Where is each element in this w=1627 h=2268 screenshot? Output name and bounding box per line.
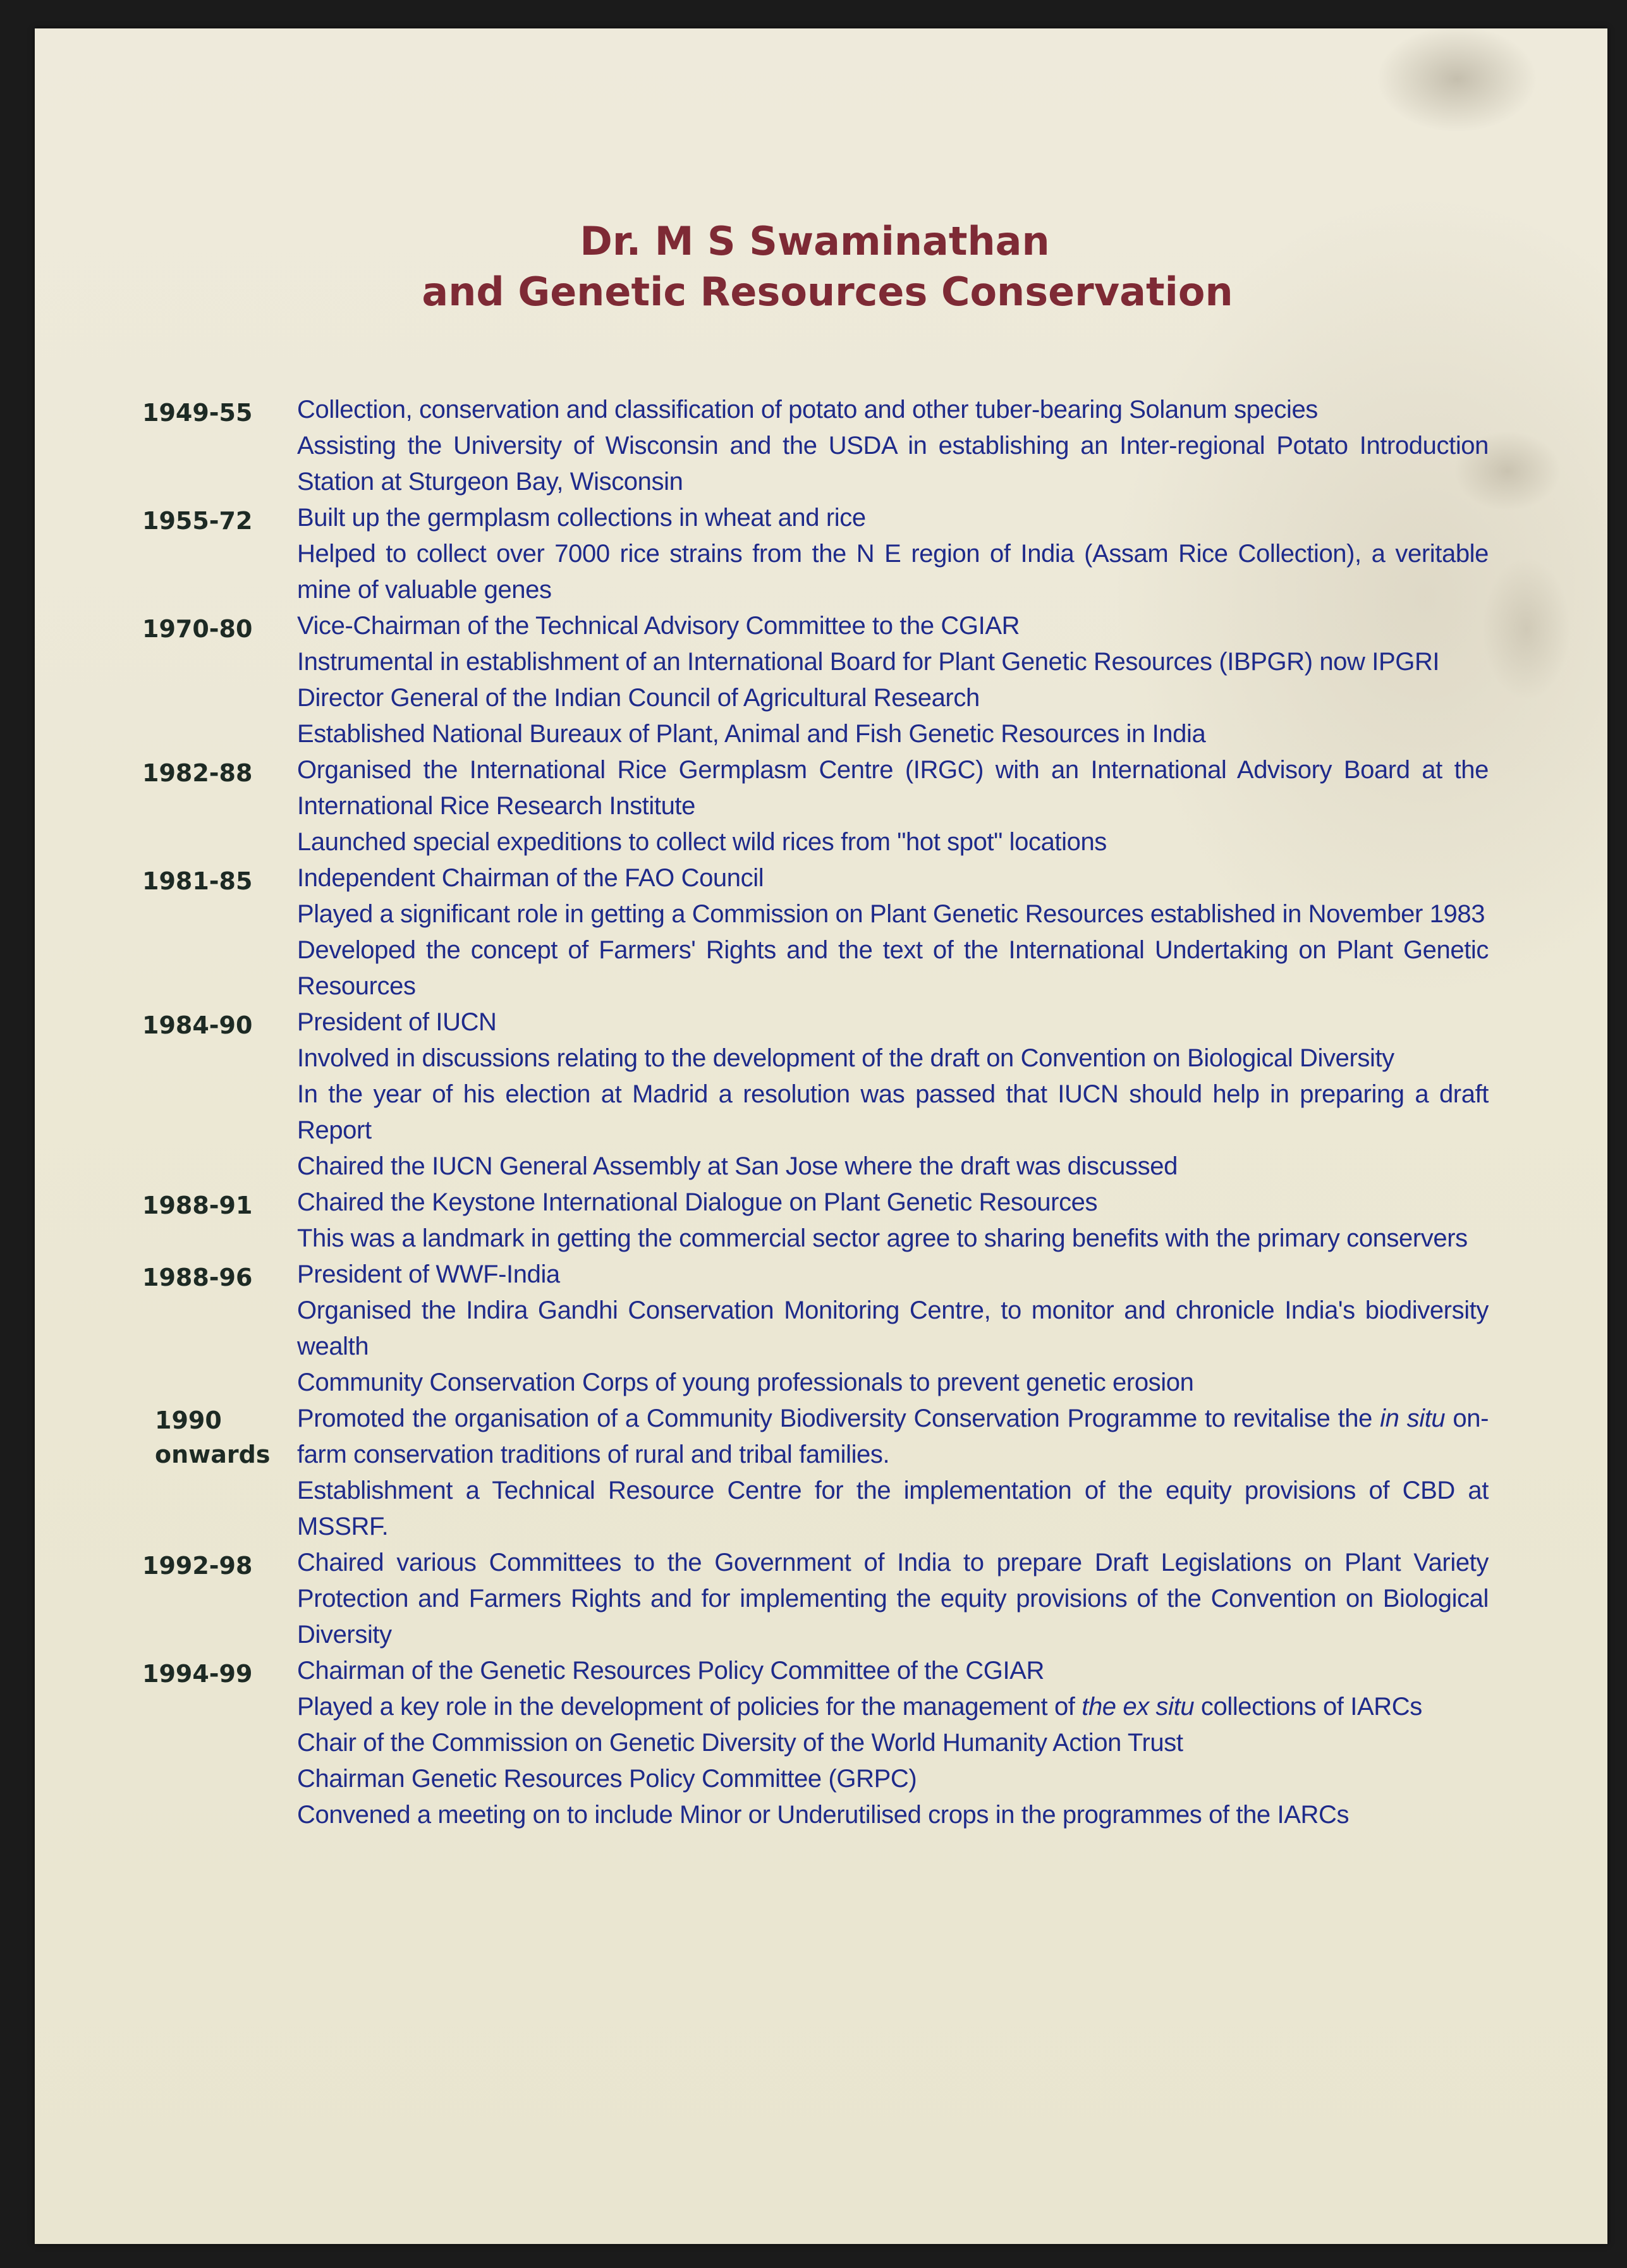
entry-items [297, 1401, 1489, 1545]
entry-items [297, 860, 1489, 1004]
entry-item: Chaired the Keystone International Dialogue on Plant Genetic Resources [297, 1188, 1098, 1216]
entry-item-text: Promoted the organisation of a Community Biodiversity Conservation Programme to revitalise the [297, 1405, 1380, 1432]
entry-items [297, 500, 1489, 608]
timeline-entry-1988-91 [142, 1185, 1489, 1257]
entry-year [142, 1401, 297, 1472]
document-sheet [35, 28, 1607, 2244]
entry-items [297, 1185, 1489, 1257]
entry-item: Involved in discussions relating to the development of the draft on Convention on Biological Diversity [297, 1044, 1394, 1072]
entry-item: Community Conservation Corps of young professionals to prevent genetic erosion [297, 1369, 1194, 1396]
entry-item: This was a landmark in getting the commercial sector agree to sharing benefits with the primary conservers [297, 1224, 1468, 1252]
entry-year: 1988-96 [142, 1264, 253, 1291]
entry-item: Organised the Indira Gandhi Conservation Monitoring Centre, to monitor and chronicle India's biodiversity wealth [297, 1296, 1489, 1360]
timeline-entry-1990-onwards [142, 1401, 1489, 1545]
entry-item-text: on-farm conservation traditions of rural and tribal families. [297, 1405, 1489, 1468]
entry-item: Developed the concept of Farmers' Rights and the text of the International Undertaking on Plant Genetic Resources [297, 936, 1489, 1000]
entry-item-text: Played a key role in the development of policies for the management of [297, 1693, 1082, 1721]
timeline-entry-1981-85 [142, 860, 1489, 1004]
entry-item: Built up the germplasm collections in wheat and rice [297, 504, 866, 532]
entry-item: Chairman of the Genetic Resources Policy Committee of the CGIAR [297, 1657, 1044, 1685]
entry-item [297, 1401, 1489, 1473]
document-subtitle: and Genetic Resources Conservation [422, 269, 1233, 315]
entry-item: Played a significant role in getting a Commission on Plant Genetic Resources established in November 1983 [297, 900, 1485, 928]
entry-year: 1981-85 [142, 867, 253, 895]
entry-year: 1984-90 [142, 1011, 253, 1039]
entry-year-line1: 1990 [155, 1406, 222, 1434]
entry-item: Chairman Genetic Resources Policy Committee (GRPC) [297, 1765, 917, 1793]
entry-year: 1982-88 [142, 759, 253, 787]
entry-item: Launched special expeditions to collect wild rices from "hot spot" locations [297, 828, 1107, 856]
entry-item: Vice-Chairman of the Technical Advisory Committee to the CGIAR [297, 612, 1020, 640]
entry-items [297, 1257, 1489, 1401]
entry-item: Organised the International Rice Germplasm Centre (IRGC) with an International Advisory Board at the International Rice Research Institute [297, 756, 1489, 820]
entry-items [297, 1653, 1489, 1833]
entry-year-line2: onwards [155, 1441, 271, 1468]
timeline [142, 392, 1489, 1833]
entry-year: 1992-98 [142, 1552, 253, 1580]
entry-item: Established National Bureaux of Plant, Animal and Fish Genetic Resources in India [297, 720, 1206, 748]
entry-items [297, 392, 1489, 500]
timeline-entry-1955-72 [142, 500, 1489, 608]
entry-year: 1970-80 [142, 615, 253, 643]
entry-items [297, 608, 1489, 752]
entry-items [297, 752, 1489, 860]
entry-year: 1949-55 [142, 399, 253, 427]
entry-item: Director General of the Indian Council of Agricultural Research [297, 684, 980, 712]
entry-item: Independent Chairman of the FAO Council [297, 864, 764, 892]
entry-item: Chaired various Committees to the Government of India to prepare Draft Legislations on Plant Variety Protection and Farmers Rights and for implementing the equity provisions of the Convention on Biological Diversity [297, 1549, 1489, 1649]
entry-item: Instrumental in establishment of an International Board for Plant Genetic Resources (IBPGR) now IPGRI [297, 648, 1440, 676]
entry-items [297, 1545, 1489, 1653]
entry-item: Convened a meeting on to include Minor or Underutilised crops in the programmes of the IARCs [297, 1801, 1350, 1829]
entry-item: President of IUCN [297, 1008, 497, 1036]
entry-item: In the year of his election at Madrid a resolution was passed that IUCN should help in preparing a draft Report [297, 1080, 1489, 1144]
timeline-entry-1982-88 [142, 752, 1489, 860]
document-title: Dr. M S Swaminathan [580, 218, 1050, 264]
entry-item: Collection, conservation and classification of potato and other tuber-bearing Solanum species [297, 396, 1318, 424]
entry-item: Helped to collect over 7000 rice strains from the N E region of India (Assam Rice Collection), a veritable mine of valuable genes [297, 540, 1489, 604]
entry-item: Chair of the Commission on Genetic Diversity of the World Humanity Action Trust [297, 1729, 1183, 1757]
timeline-entry-1984-90 [142, 1004, 1489, 1185]
timeline-entry-1988-96 [142, 1257, 1489, 1401]
entry-item: Chaired the IUCN General Assembly at San Jose where the draft was discussed [297, 1152, 1178, 1180]
entry-year: 1988-91 [142, 1192, 253, 1219]
entry-item: Establishment a Technical Resource Centre for the implementation of the equity provisions of CBD at MSSRF. [297, 1477, 1489, 1540]
entry-item-italic: the ex situ [1082, 1693, 1195, 1721]
entry-items [297, 1004, 1489, 1185]
timeline-entry-1949-55 [142, 392, 1489, 500]
entry-item-italic: in situ [1380, 1405, 1446, 1432]
entry-item: Assisting the University of Wisconsin and the USDA in establishing an Inter-regional Potato Introduction Station at Sturgeon Bay, Wisconsin [297, 432, 1489, 496]
timeline-entry-1970-80 [142, 608, 1489, 752]
entry-item [297, 1689, 1489, 1725]
entry-year: 1994-99 [142, 1660, 253, 1688]
entry-year: 1955-72 [142, 507, 253, 535]
timeline-entry-1992-98 [142, 1545, 1489, 1653]
entry-item: President of WWF-India [297, 1260, 560, 1288]
entry-item-text: collections of IARCs [1194, 1693, 1422, 1721]
timeline-entry-1994-99 [142, 1653, 1489, 1833]
